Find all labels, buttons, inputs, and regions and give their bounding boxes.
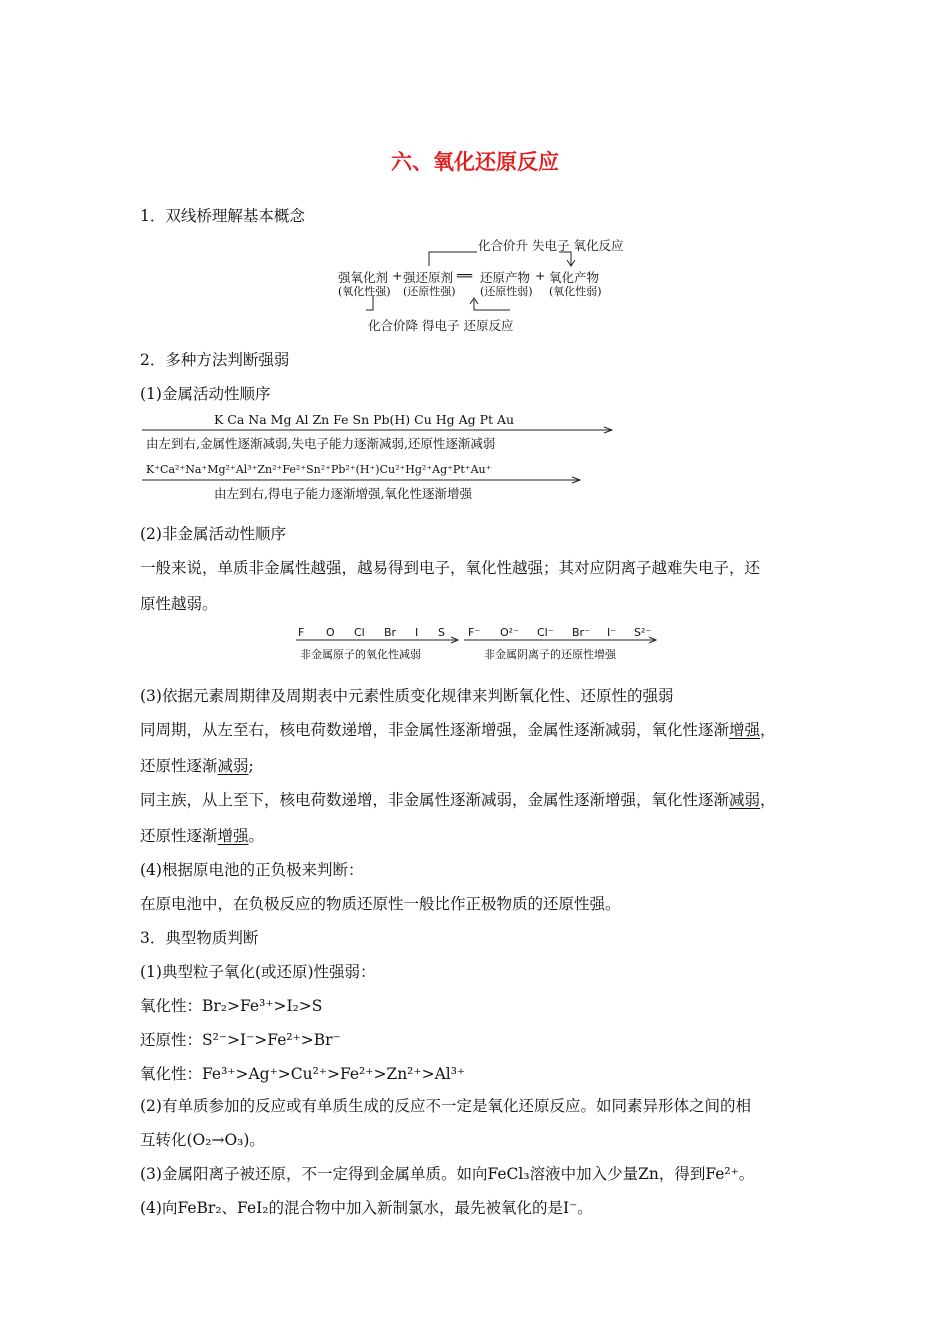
- ion-series-desc: 由左到右,得电子能力逐渐增强,氧化性逐渐增强: [214, 486, 472, 501]
- sub-label-4: (氧化性弱): [549, 285, 602, 298]
- nm-atom-F: F: [298, 626, 305, 639]
- nm-atom-O: O: [326, 626, 335, 639]
- oxidizing-order-2: 氧化性：Fe³⁺>Ag⁺>Cu²⁺>Fe²⁺>Zn²⁺>Al³⁺: [140, 1065, 466, 1083]
- eq-plus-2: +: [535, 268, 546, 283]
- nm-atom-S: S: [438, 626, 445, 639]
- bridge-bottom-label: 化合价降 得电子 还原反应: [368, 318, 514, 333]
- metal-series: K Ca Na Mg Al Zn Fe Sn Pb(H) Cu Hg Ag Pt Au: [214, 412, 515, 427]
- eq-oxidation-product: 氧化产物: [549, 270, 600, 285]
- bridge-lines: [0, 0, 950, 340]
- note-2-line-1: (2)有单质参加的反应或有单质生成的反应不一定是氧化还原反应。如同素异形体之间的相: [140, 1097, 751, 1115]
- nm-atoms-desc: 非金属原子的氧化性减弱: [300, 648, 421, 661]
- nonmetal-para-line-1: 一般来说，单质非金属性越强，越易得到电子，氧化性越强；其对应阴离子越难失电子，还: [140, 559, 761, 577]
- eq-plus-1: +: [392, 268, 403, 283]
- nm-ion-Br: Br⁻: [572, 626, 590, 639]
- nonmetal-para-line-2: 原性越弱。: [140, 595, 218, 613]
- eq-reduction-product: 还原产物: [480, 270, 531, 285]
- reducing-order: 还原性：S²⁻>I⁻>Fe²⁺>Br⁻: [140, 1031, 341, 1049]
- nm-atom-Cl: Cl: [354, 626, 365, 639]
- section-3-heading: 3．典型物质判断: [140, 929, 259, 947]
- nm-ion-Cl: Cl⁻: [537, 626, 554, 639]
- nm-ion-O: O²⁻: [500, 626, 519, 639]
- galvanic-para: 在原电池中，在负极反应的物质还原性一般比作正极物质的还原性强。: [140, 895, 621, 913]
- periodic-para-1: 同周期，从左至右，核电荷数递增，非金属性逐渐增强，金属性逐渐减弱，氧化性逐渐增强，: [140, 721, 776, 739]
- page-title: 六、氧化还原反应: [391, 150, 559, 174]
- nm-atom-I: I: [415, 626, 419, 639]
- periodic-para-3: 同主族，从上至下，核电荷数递增，非金属性逐渐减弱，金属性逐渐增强，氧化性逐渐减弱，: [140, 791, 776, 809]
- nonmetal-activity-heading: (2)非金属活动性顺序: [140, 525, 286, 543]
- nm-ions-desc: 非金属阴离子的还原性增强: [484, 648, 616, 661]
- eq-strong-reductant: 强还原剂: [403, 270, 454, 285]
- eq-strong-oxidant: 强氧化剂: [338, 270, 389, 285]
- sub-label-2: (还原性强): [403, 285, 456, 298]
- galvanic-heading: (4)根据原电池的正负极来判断：: [140, 861, 364, 879]
- note-3: (3)金属阳离子被还原，不一定得到金属单质。如向FeCl₃溶液中加入少量Zn，得到Fe²⁺。: [140, 1165, 755, 1183]
- oxidizing-order-1: 氧化性：Br₂>Fe³⁺>I₂>S: [140, 997, 323, 1015]
- nm-ion-S: S²⁻: [634, 626, 652, 639]
- eq-equals: ══: [457, 268, 473, 283]
- nm-ion-F: F⁻: [468, 626, 481, 639]
- periodic-law-heading: (3)依据元素周期律及周期表中元素性质变化规律来判断氧化性、还原性的强弱: [140, 687, 674, 705]
- nm-atom-Br: Br: [384, 626, 397, 639]
- section-1-heading: 1．双线桥理解基本概念: [140, 207, 305, 225]
- metal-activity-heading: (1)金属活动性顺序: [140, 385, 271, 403]
- sub-label-3: (还原性弱): [480, 285, 533, 298]
- section-2-heading: 2．多种方法判断强弱: [140, 351, 290, 369]
- metal-series-desc: 由左到右,金属性逐渐减弱,失电子能力逐渐减弱,还原性逐渐减弱: [146, 436, 496, 451]
- underline-answer-3: 减弱: [729, 791, 761, 809]
- underline-answer-1: 增强: [729, 721, 761, 739]
- underline-answer-4: 增强: [217, 827, 249, 845]
- underline-answer-2: 减弱: [217, 757, 249, 775]
- periodic-para-4: 还原性逐渐增强。: [140, 827, 265, 845]
- note-2-line-2: 互转化(O₂→O₃)。: [140, 1131, 265, 1149]
- nm-ion-I: I⁻: [607, 626, 617, 639]
- periodic-para-2: 还原性逐渐减弱;: [140, 757, 254, 775]
- note-4: (4)向FeBr₂、FeI₂的混合物中加入新制氯水，最先被氧化的是I⁻。: [140, 1199, 593, 1217]
- bridge-top-label: 化合价升 失电子 氧化反应: [478, 238, 624, 253]
- typical-particles-heading: (1)典型粒子氧化(或还原)性强弱：: [140, 963, 376, 981]
- sub-label-1: (氧化性强): [338, 285, 391, 298]
- ion-series: K⁺Ca²⁺Na⁺Mg²⁺Al³⁺Zn²⁺Fe²⁺Sn²⁺Pb²⁺(H⁺)Cu²⁺Hg²⁺Ag⁺Pt⁺Au⁺: [146, 463, 492, 476]
